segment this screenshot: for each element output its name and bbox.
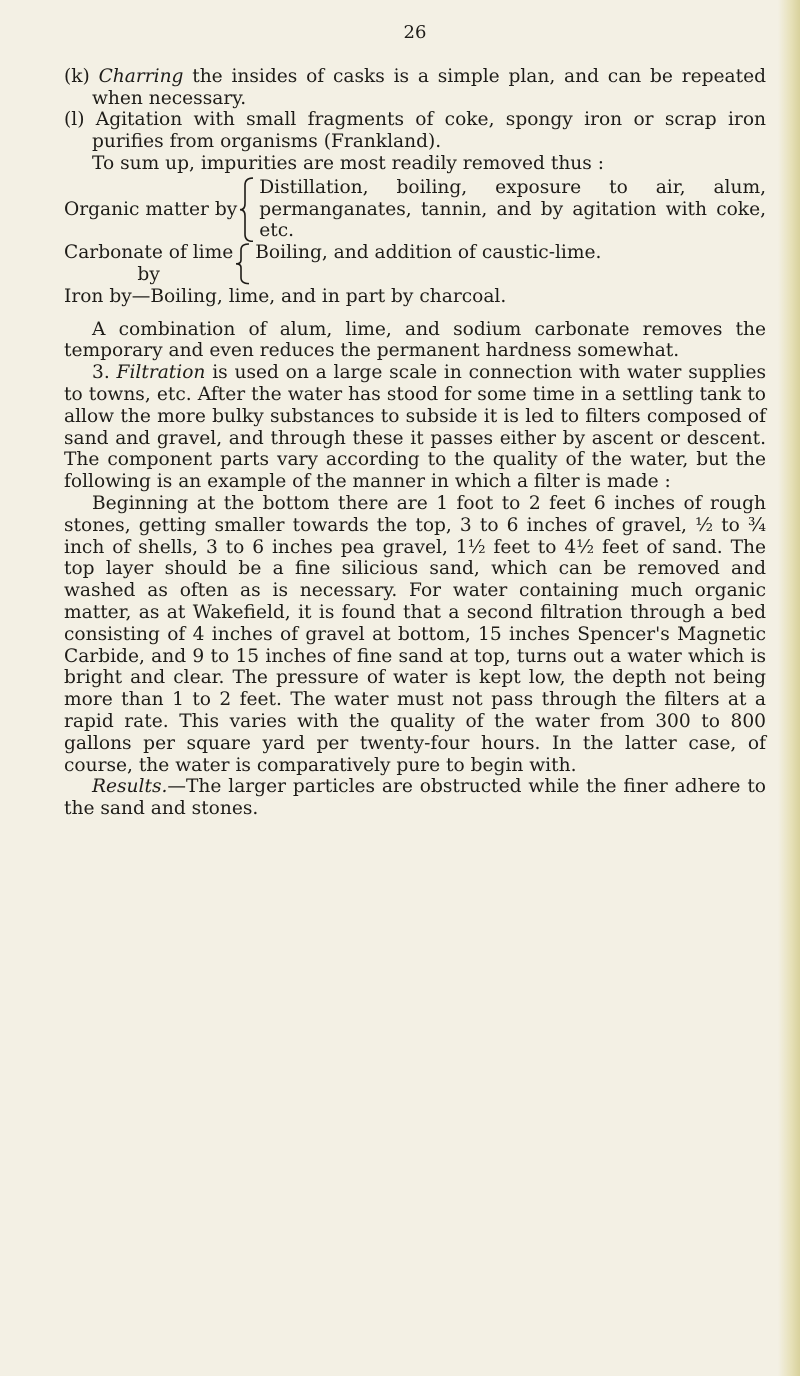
carbonate-lime-row [64, 242, 766, 286]
results-paragraph [64, 776, 766, 820]
document-page [64, 22, 766, 820]
item-l-label: (l) [64, 109, 85, 131]
organic-matter-label: Organic matter by [64, 198, 238, 220]
item-k-title: Charring [98, 65, 184, 87]
page-number: 26 [403, 22, 427, 43]
item-l-text: Agitation with small fragments of coke, spongy iron or scrap iron purifies from organisms (Frankland). [92, 109, 766, 153]
item-k [64, 66, 766, 110]
organic-matter-row [64, 177, 766, 242]
carbonate-lime-label [64, 242, 233, 286]
filtration-paragraph [64, 362, 766, 493]
curly-brace [239, 177, 255, 242]
item-k-text: the insides of casks is a simple plan, and can be repeated when necessary. [92, 65, 766, 109]
results-text: —The larger particles are obstructed while the finer adhere to the sand and stones. [64, 776, 766, 820]
filtration-number: 3. [92, 362, 110, 384]
item-l [64, 109, 766, 153]
carbonate-lime-methods: Boiling, and addition of caustic-lime. [255, 242, 602, 264]
iron-removal: Iron by—Boiling, lime, and in part by charcoal. [64, 285, 507, 307]
organic-matter-methods: Distillation, boiling, exposure to air, alum, permanganates, tannin, and by agitation with coke, etc. [259, 176, 766, 242]
combination-paragraph: A combination of alum, lime, and sodium carbonate removes the temporary and even reduces the permanent hardness somewhat. [64, 318, 766, 362]
carbonate-lime-label-line2: by [137, 263, 160, 285]
carbonate-lime-label-line1: Carbonate of lime [64, 242, 234, 264]
filtration-title: Filtration [116, 362, 206, 384]
page-edge [778, 0, 800, 1376]
item-k-label: (k) [64, 65, 90, 87]
beginning-paragraph: Beginning at the bottom there are 1 foot to 2 feet 6 inches of rough stones, getting smaller towards the top, 3 to 6 inches of gravel, ½ to ¾ inch of shells, 3 to 6 inches pea gravel, 1½ feet to 4½ feet of sand. The top layer should be a fine silicious sand, which can be removed and washed as often as is necessary. For water containing much organic matter, as at Wakefield, it is found that a second filtration through a bed consisting of 4 inches of gravel at bottom, 15 inches Spencer's Magnetic Carbide, and 9 to 15 inches of fine sand at top, turns out a water which is bright and clear. The pressure of water is kept low, the depth not being more than 1 to 2 feet. The water must not pass through the filters at a rapid rate. This varies with the quality of the water from 300 to 800 gallons per square yard per twenty-four hours. In the latter case, of course, the water is comparatively pure to begin with. [64, 492, 766, 776]
results-title: Results. [92, 776, 168, 798]
curly-brace [235, 242, 251, 286]
summary-intro: To sum up, impurities are most readily removed thus : [92, 152, 604, 174]
filtration-text: is used on a large scale in connection with water supplies to towns, etc. After the water has stood for some time in a settling tank to allow the more bulky substances to subside it is led to filters composed of sand and gravel, and through these it passes either by ascent or descent. The component parts vary according to the quality of the water, but the following is an example of the manner in which a filter is made : [64, 362, 766, 493]
